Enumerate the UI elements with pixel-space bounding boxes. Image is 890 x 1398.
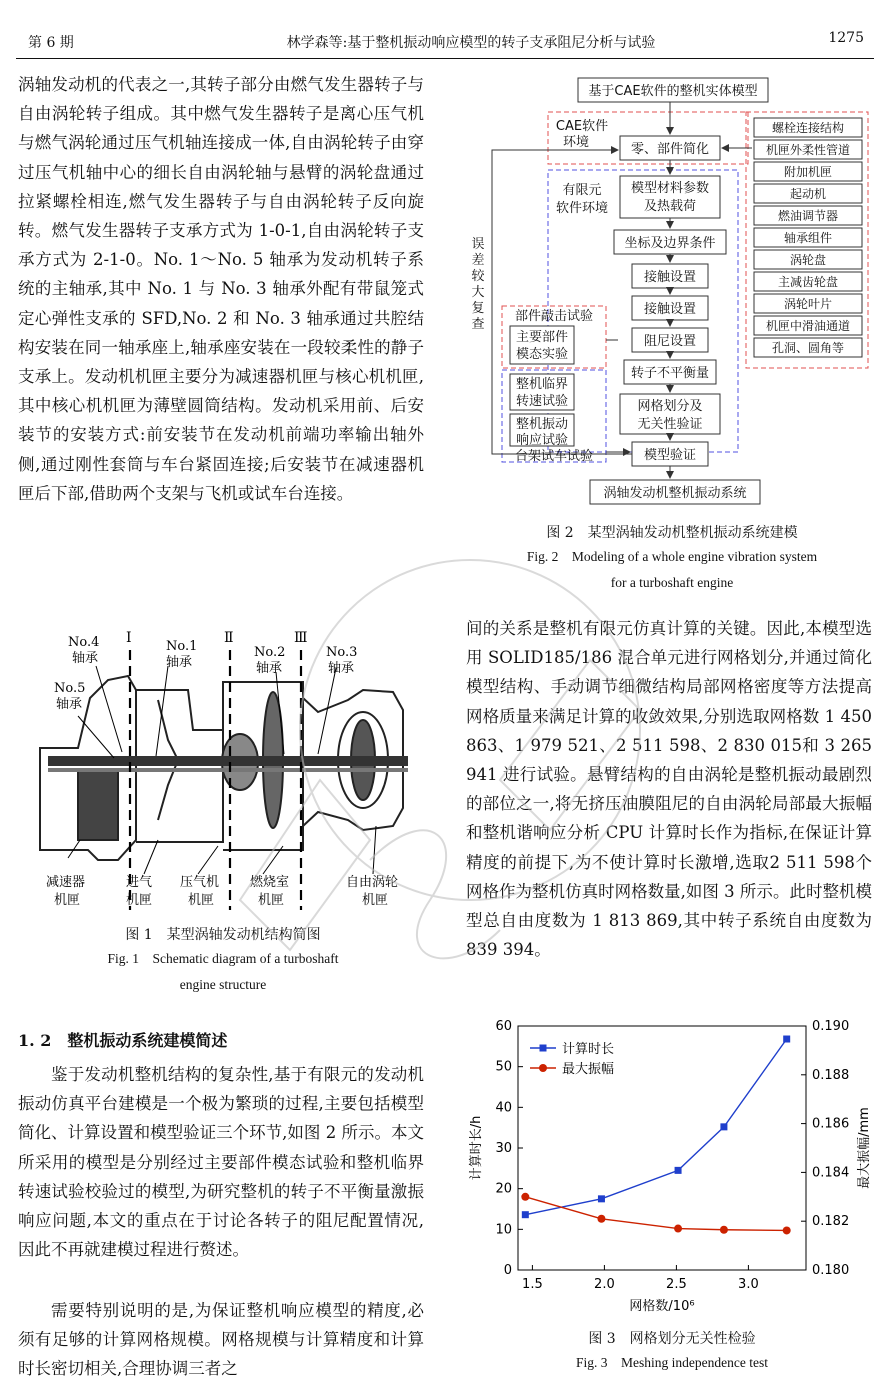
label-bearing-2: No.2: [254, 645, 286, 660]
label-bearing-5-cn: 轴承: [56, 697, 83, 712]
node-unbalance-text: 转子不平衡量: [630, 366, 710, 381]
simplify-item: 机匣中滑油通道: [765, 319, 851, 333]
x-axis-label: 网格数/10⁶: [629, 1299, 695, 1314]
y-left-tick-label: 30: [495, 1141, 512, 1156]
figure-3-caption-cn: 图 3 网格划分无关性检验: [588, 1331, 756, 1347]
simplify-item: 机匣外柔性管道: [765, 143, 851, 157]
figure-1-caption-en-2: engine structure: [179, 977, 267, 992]
legend-label: 最大振幅: [562, 1062, 615, 1077]
label-casing-compressor-2: 机匣: [188, 893, 215, 908]
figure-2-caption-en-1: Fig. 2 Modeling of a whole engine vibration system: [526, 549, 818, 564]
error-label: 误差较大复查: [471, 237, 485, 332]
label-casing-combustor: 燃烧室: [250, 875, 290, 890]
node-mesh-text: 网格划分及: [637, 399, 703, 414]
legend-marker: [539, 1064, 547, 1072]
node-coords-text: 坐标及边界条件: [624, 236, 716, 251]
figure-2-flowchart: [462, 70, 882, 510]
simplify-item: 涡轮盘: [789, 253, 827, 267]
x-tick-label: 1.5: [522, 1277, 543, 1292]
label-plane-1: I: [126, 630, 132, 646]
simplify-item: 孔洞、圆角等: [771, 341, 845, 355]
header-rule: [16, 58, 874, 59]
legend-marker: [540, 1045, 547, 1052]
node-response-test-text: 整机振动: [515, 417, 569, 432]
y-right-tick-label: 0.188: [812, 1067, 850, 1083]
node-damping-text: 阻尼设置: [643, 334, 697, 349]
simplify-item: 螺栓连接结构: [771, 121, 845, 135]
data-point: [597, 1215, 605, 1223]
node-critical-test-text: 整机临界: [515, 377, 569, 392]
label-bearing-1-cn: 轴承: [166, 655, 193, 670]
y-left-tick-label: 0: [503, 1263, 512, 1278]
node-bottom-system-text: 涡轴发动机整机振动系统: [603, 486, 747, 501]
figure-1-caption-en-1: Fig. 1 Schematic diagram of a turboshaft: [107, 951, 339, 966]
data-point: [783, 1226, 791, 1234]
data-point: [720, 1226, 728, 1234]
y-right-tick-label: 0.182: [812, 1214, 850, 1230]
data-point: [598, 1195, 605, 1202]
y-left-tick-label: 40: [495, 1100, 512, 1116]
node-material-text-2: 及热载荷: [643, 199, 697, 214]
simplify-item: 轴承组件: [783, 231, 833, 245]
label-casing-inlet-2: 机匣: [126, 893, 153, 908]
fe-env-label: 有限元: [562, 183, 602, 198]
x-tick-label: 3.0: [738, 1277, 759, 1292]
figure-1-caption-cn: 图 1 某型涡轴发动机结构简图: [125, 927, 321, 943]
figure-1-engine-schematic: [18, 620, 438, 920]
data-point: [521, 1193, 529, 1201]
simplify-item: 主减齿轮盘: [777, 275, 839, 289]
page-number: 1275: [828, 30, 864, 46]
data-point: [674, 1225, 682, 1233]
label-bearing-4-cn: 轴承: [72, 651, 99, 666]
simplify-item: 起动机: [789, 187, 827, 201]
series-line: [525, 1197, 786, 1231]
running-title: 林学森等:基于整机振动响应模型的转子支承阻尼分析与试验: [286, 35, 656, 51]
y-left-tick-label: 10: [495, 1222, 512, 1238]
label-casing-combustor-2: 机匣: [258, 893, 285, 908]
simplify-item: 附加机匣: [783, 165, 833, 179]
running-header: [16, 28, 866, 58]
label-bearing-1: No.1: [166, 639, 198, 654]
node-material-text: 模型材料参数: [630, 181, 710, 196]
cae-env-label-2: 环境: [562, 135, 590, 150]
data-point: [675, 1167, 682, 1174]
node-critical-test-text-2: 转速试验: [515, 394, 569, 409]
simplify-item: 涡轮叶片: [783, 297, 833, 311]
y-left-tick-label: 50: [495, 1059, 512, 1075]
label-bearing-2-cn: 轴承: [256, 661, 283, 676]
label-casing-freeturbine-2: 机匣: [362, 893, 389, 908]
y-left-axis-label: 计算时长/h: [469, 1115, 484, 1181]
node-response-test-text-2: 响应试验: [515, 433, 569, 448]
body-paragraph-right-1: 间的关系是整机有限元仿真计算的关键。因此,本模型选用 SOLID185/186 混合单元进行网格划分,并通过简化模型结构、手动调节细微结构局部网格密度等方法提高网格质量来满足计算的收敛效果,分别选取网格数 1 450 863、1 979 521、2 511 598、2 830 015和 3 265 941 进行试验。悬臂结构的自由涡轮是整机振动最剧烈的部位之一,将无挤压油膜阻尼的自由涡轮局部最大振幅和整机谐响应分析 CPU 计算时长作为指标,在保证计算精度的前提下,为不使计算时长激增,选取2 511 598个网格作为整机仿真时网格数量,如图 3 所示。此时整机模型总自由度数为 1 813 869,其中转子系统自由度数为 839 394。: [466, 619, 872, 960]
label-bearing-3: No.3: [326, 645, 358, 660]
y-right-axis-label: 最大振幅/mm: [857, 1107, 872, 1189]
node-simplify-text: 零、部件简化: [630, 142, 710, 157]
simplify-item: 燃油调节器: [777, 209, 839, 223]
node-top-model-text: 基于CAE软件的整机实体模型: [588, 84, 758, 99]
figure-3-caption-en: Fig. 3 Meshing independence test: [576, 1355, 768, 1370]
label-casing-gearbox-2: 机匣: [54, 893, 81, 908]
label-plane-2: Ⅱ: [224, 630, 234, 646]
label-casing-compressor: 压气机: [180, 875, 220, 890]
section-heading: 1. 2 整机振动系统建模简述: [18, 1031, 228, 1050]
label-casing-gearbox: 减速器: [46, 875, 86, 890]
figure-2-caption-cn: 图 2 某型涡轴发动机整机振动系统建模: [546, 525, 798, 541]
y-left-tick-label: 60: [495, 1019, 512, 1034]
data-point: [522, 1211, 529, 1218]
node-verify-text: 模型验证: [643, 448, 697, 463]
body-paragraph-2: 鉴于发动机整机结构的复杂性,基于有限元的发动机振动仿真平台建模是一个极为繁琐的过程,主要包括模型简化、计算设置和模型验证三个环节,如图 2 所示。本文所采用的模型是分别经过主要部件模态试验和整机临界转速试验校验过的模型,为研究整机的转子不平衡量激振响应问题,本文的重点在于讨论各转子的阻尼配置情况,因此不再就建模过程进行赘述。: [18, 1065, 424, 1260]
data-point: [720, 1123, 727, 1130]
node-contact-2-text: 接触设置: [643, 302, 697, 317]
label-bearing-3-cn: 轴承: [328, 661, 355, 676]
issue-number: 第 6 期: [28, 35, 74, 51]
legend-label: 计算时长: [562, 1042, 615, 1057]
body-paragraph-3: 需要特别说明的是,为保证整机响应模型的精度,必须有足够的计算网格规模。网格规模与计算精度和计算时长密切相关,合理协调三者之: [18, 1301, 424, 1379]
node-mesh-text-2: 无关性验证: [637, 417, 703, 432]
data-point: [783, 1036, 790, 1043]
y-right-tick-label: 0.190: [812, 1019, 850, 1034]
y-right-tick-label: 0.180: [812, 1263, 850, 1278]
y-right-tick-label: 0.186: [812, 1116, 850, 1132]
node-contact-1-text: 接触设置: [643, 270, 697, 285]
x-tick-label: 2.5: [666, 1277, 687, 1292]
y-right-tick-label: 0.184: [812, 1165, 850, 1181]
label-bearing-4: No.4: [68, 635, 100, 650]
node-modal-test-text-2: 模态实验: [515, 347, 569, 362]
body-paragraph-1: 涡轴发动机的代表之一,其转子部分由燃气发生器转子与自由涡轮转子组成。其中燃气发生器转子是离心压气机与燃气涡轮通过压气机轴连接成一体,自由涡轮转子由穿过压气机轴中心的细长自由涡轮轴与悬臂的涡轮盘通过拉紧螺栓相连,燃气发生器转子与自由涡轮转子反向旋转。燃气发生器转子支承方式为 1-0-1,自由涡轮转子支承方式为 2-1-0。No. 1～No. 5 轴承为发动机转子系统的主轴承,其中 No. 1 与 No. 3 轴承外配有带鼠笼式定心弹性支承的 SFD,No. 2 和 No. 3 轴承通过共腔结构安装在同一轴承座上,轴承座安装在一段较柔性的静子支承上。发动机机匣主要分为减速器机匣与核心机机匣,其中核心机机匣为薄壁圆筒结构。发动机采用前、后安装节的安装方式:前安装节在发动机前端功率输出轴外侧,通过刚性套筒与车台紧固连接;后安装节在减速器机匣后下部,借助两个支架与飞机或试车台连接。: [18, 75, 424, 503]
figure-2-caption-en-2: for a turboshaft engine: [610, 575, 734, 590]
y-left-tick-label: 20: [495, 1181, 512, 1197]
label-casing-freeturbine: 自由涡轮: [346, 875, 399, 890]
node-modal-test-text: 主要部件: [515, 330, 569, 345]
figure-3-chart: [462, 1012, 882, 1322]
label-casing-inlet: 进气: [126, 875, 153, 890]
label-bearing-5: No.5: [54, 681, 86, 696]
fe-env-label-2: 软件环境: [555, 201, 609, 216]
cae-env-label: CAE软件: [555, 119, 609, 134]
tests-group-label: 部件敲击试验: [514, 309, 594, 324]
bench-test-label: 台架试车试验: [514, 449, 594, 464]
label-plane-3: Ⅲ: [294, 630, 308, 646]
x-tick-label: 2.0: [594, 1277, 615, 1292]
